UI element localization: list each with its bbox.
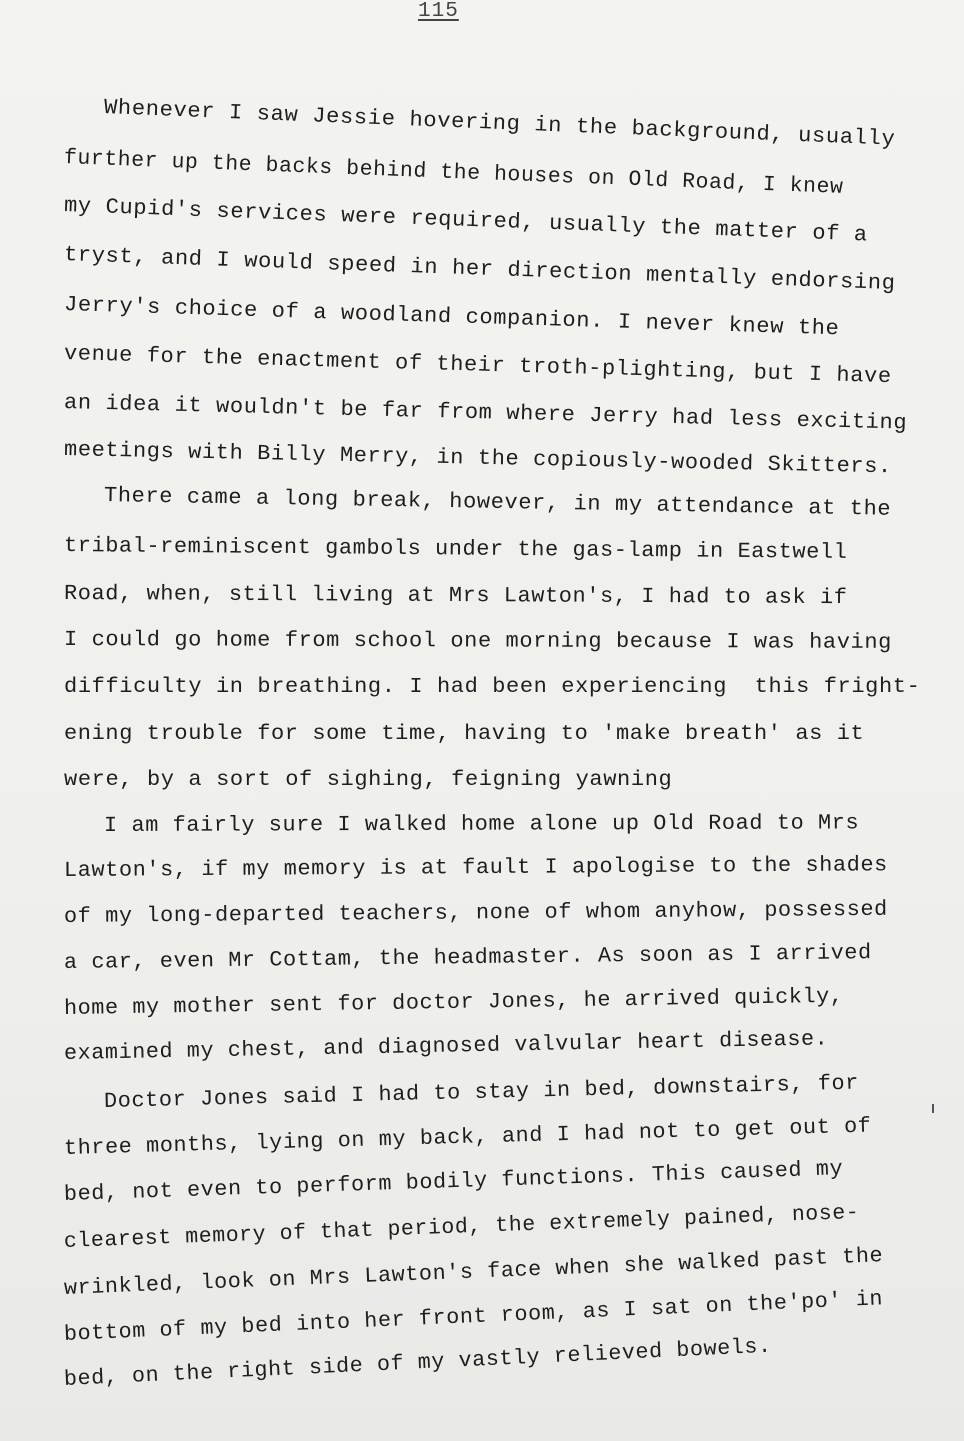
text-line: bed, on the right side of my vastly relieved bowels. (63, 1334, 773, 1392)
text-line: ening trouble for some time, having to 'make breath' as it (64, 722, 865, 746)
ink-speck (932, 1104, 934, 1113)
text-line: Whenever I saw Jessie hovering in the background, usually (103, 96, 896, 152)
text-line: Road, when, still living at Mrs Lawton's, I had to ask if (63, 582, 848, 611)
text-line: a car, even Mr Cottam, the headmaster. As soon as I arrived (63, 941, 872, 975)
text-line: I am fairly sure I walked home alone up Old Road to Mrs (103, 811, 860, 838)
text-line: wrinkled, look on Mrs Lawton's face when she walked past the (63, 1244, 884, 1301)
page-number: 115 (418, 0, 459, 23)
text-line: home my mother sent for doctor Jones, he arrived quickly, (63, 984, 844, 1021)
text-line: an idea it wouldn't be far from where Jerry had less exciting (63, 391, 908, 436)
text-line: Lawton's, if my memory is at fault I apologise to the shades (63, 853, 888, 883)
text-line: were, by a sort of sighing, feigning yawning (64, 768, 673, 792)
text-line: bottom of my bed into her front room, as I sat on the'po' in (63, 1287, 884, 1347)
text-line: further up the backs behind the houses on Old Road, I knew (63, 146, 844, 200)
text-line: Doctor Jones said I had to stay in bed, downstairs, for (103, 1071, 860, 1114)
text-line: venue for the enactment of their troth-plighting, but I have (63, 342, 892, 390)
text-line: difficulty in breathing. I had been experiencing this fright- (64, 675, 921, 699)
text-line: examined my chest, and diagnosed valvular heart disease. (63, 1027, 829, 1066)
text-line: clearest memory of that period, the extremely pained, nose- (63, 1200, 860, 1254)
text-line: There came a long break, however, in my attendance at the (103, 484, 892, 522)
text-line: of my long-departed teachers, none of whom anyhow, possessed (63, 897, 888, 929)
text-line: meetings with Billy Merry, in the copiously-wooded Skitters. (63, 438, 893, 480)
text-line: bed, not even to perform bodily functions. This caused my (63, 1157, 844, 1207)
text-line: three months, lying on my back, and I had not to get out of (63, 1114, 872, 1161)
text-line: tribal-reminiscent gambols under the gas-lamp in Eastwell (63, 534, 848, 565)
text-line: I could go home from school one morning because I was having (63, 628, 893, 655)
text-line: Jerry's choice of a woodland companion. I never knew the (63, 293, 840, 342)
text-line: my Cupid's services were required, usually the matter of a (63, 194, 869, 248)
text-line: tryst, and I would speed in her direction mentally endorsing (63, 243, 896, 297)
